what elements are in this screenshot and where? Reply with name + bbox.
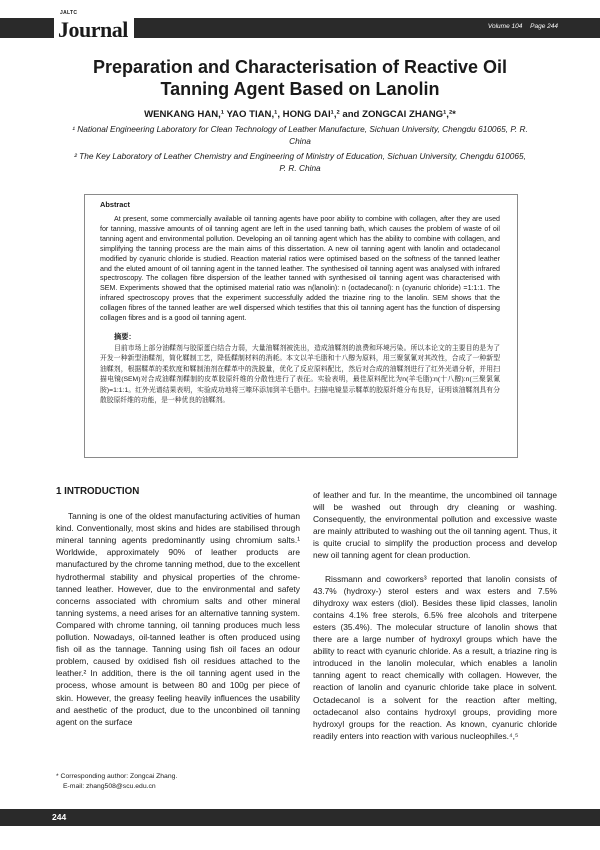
intro-paragraph-1-continued: of leather and fur. In the meantime, the uncombined oil tannage will be washed out through dry cleaning or washing. Consequently, the environmental pollution and excessive waste are mainly attributed to washing out the oil tanning agent. Thus, it is quite crucial to simplify the production process and develop new oil tanning agent for clean production. bbox=[313, 490, 557, 561]
footer-bar bbox=[0, 809, 600, 826]
affiliation-1: ¹ National Engineering Laboratory for Clean Technology of Leather Manufacture, Sichuan University, Chengdu 610065, P. R. China bbox=[72, 124, 528, 146]
title-line-1: Preparation and Characterisation of Reactive Oil bbox=[92, 57, 508, 77]
intro-paragraph-1: Tanning is one of the oldest manufacturing activities of human kind. Conventionally, most skins and hides are stabilised through mineral tanning agents predominantly using chromium salts.¹ Worldwide, approximately 90% of leather products are manufactured by the chrome tanning method, due to the excellent hydrothermal stability and physical properties of the chrome-tanned leather. However, due to the environmental and safety concerns associated with chromium salts and other mineral tanning systems, a need arises for an alternative tanning system. Compared with chrome tanning, oil tanning produces much less pollution. Nowadays, oil-tanned leather is often produced using fish oil as the tannage. Tanning using fish oil faces an odour problem, caused by oxidised fish oil residues attached to the leather.² In addition, there is the oil tanning agent used in the process, whose amount is between 80 and 100g per piece of skin. However, the greasy feeling heavily influences the usability and aesthetic of the product, due to the unconbined oil tanning agent on the surface bbox=[56, 511, 300, 727]
intro-paragraph-2: Rissmann and coworkers³ reported that lanolin consists of 43.7% (hydroxy-) sterol esters and wax esters and 7.5% dihydroxy wax esters (diol). Besides these lipid classes, lanolin contains 4.1% free sterols, 6.5% free alcohols and triterpene esters (35.4%). The molecular structure of lanolin shows that there are a large number of hydroxyl groups which have the ability to react with cyanuric chloride. As a result, a triazine ring is introduced in the lanolin molecular, which enables a lanolin tanning agent to react chemically with collagen. However, the reaction of lanolin and cyanuric chloride take place in solvent. Octadecanol is a solvent for the reaction after melting, octadecanol also contains hydroxyl groups, providing more hydroxyl groups for the reaction. As known, cyanuric chloride readily enters into reaction with various nucleophiles.⁴,⁵ bbox=[313, 573, 557, 741]
chinese-abstract-text: 目前市场上部分油鞣剂与胶原蛋白结合力弱，大量油鞣剂被洗出，造成油鞣剂的浪费和环境污染。所以本论文的主要目的是为了开发一种新型油鞣剂，简化鞣制工艺，降低鞣制材料的消耗。本文以羊毛脂和十八醇为原料，用三聚氯氰对其改性，合成了一种新型油鞣剂，根据鞣革的柔软度和鞣制油剂在鞣革中的洗脱量，优化了反应原料配比，然后对合成的油鞣剂进行了红外光谱分析，并用扫描电镜(SEM)对合成油鞣剂鞣制的皮革胶原纤维的分散性进行了表征。实验表明，最佳原料配比为n(羊毛脂):n(十八醇):n(三聚氯氰胺)=1:1:1。红外光谱结果表明，实验成功地将三嗪环添加到羊毛脂中。扫描电镜显示鞣革的胶原纤维分布良好，证明该油鞣剂具有分散胶原纤维的功能，是一种优良的油鞣剂。 bbox=[100, 344, 500, 404]
footnote bbox=[56, 772, 296, 792]
abstract-heading: Abstract bbox=[100, 200, 130, 209]
author-email: E-mail: zhang508@scu.edu.cn bbox=[63, 783, 156, 790]
article-title bbox=[40, 56, 560, 100]
corresponding-author: * Corresponding author: Zongcai Zhang. bbox=[56, 773, 178, 780]
issue-info bbox=[482, 23, 558, 30]
section-heading-introduction: 1 INTRODUCTION bbox=[56, 486, 140, 497]
affiliation-2: ² The Key Laboratory of Leather Chemistry and Engineering of Ministry of Education, Sichuan University, Chengdu 610065, P. R. China bbox=[74, 151, 526, 173]
left-column bbox=[56, 486, 300, 728]
journal-name: Journal bbox=[58, 17, 128, 42]
chinese-abstract-heading: 摘要： bbox=[114, 331, 136, 341]
page-number: 244 bbox=[52, 812, 67, 822]
abstract-content bbox=[100, 200, 500, 406]
right-column bbox=[313, 489, 557, 742]
title-line-2: Tanning Agent Based on Lanolin bbox=[160, 79, 440, 99]
journal-abbrev: JALTC bbox=[60, 10, 78, 16]
author-list: WENKANG HAN,¹ YAO TIAN,¹, HONG DAI¹,² and ZONGCAI ZHANG¹,²* bbox=[144, 109, 456, 120]
volume-label: Volume 104 bbox=[487, 23, 523, 30]
abstract-text: At present, some commercially available oil tanning agents have poor ability to combine with collagen, after they are used for tanning, massive amounts of oil tanning agent are left in the used tanning bath, which causes the problem of waste of oil tanning agent and environmental pollution. Developing an oil tanning agent which has the ability to combine with collagen, and simplifying the tanning process are the main aims of this dissertation. A new oil tanning agent with lanolin and octadecanol modified by cyanuric chloride is studied. Reaction material ratios were optimised based on the softness of the tanned leather and the eluted amount of oil tanning agent in the tanned leather. The synthesised oil tanning agent was analysed with infrared spectroscopy. The collagen fibre dispersion of the leather tanned with synthesised oil tanning agent was characterised with SEM. Experiments showed that the optimised material ratio was n(lanolin): n (octadecanol): n (cyanuric chloride) =1:1:1. The infrared spectroscopy proves that the experiment successfully added the triazine ring to the lanolin. SEM shows that the collagen fibres of the tanned leather are well dispersed which testifies that this oil tanning agent has the function of dispersing collagen fibres and is a good oil tanning agent. bbox=[100, 215, 500, 323]
journal-logo bbox=[54, 9, 134, 43]
page-label: Page 244 bbox=[530, 23, 558, 30]
